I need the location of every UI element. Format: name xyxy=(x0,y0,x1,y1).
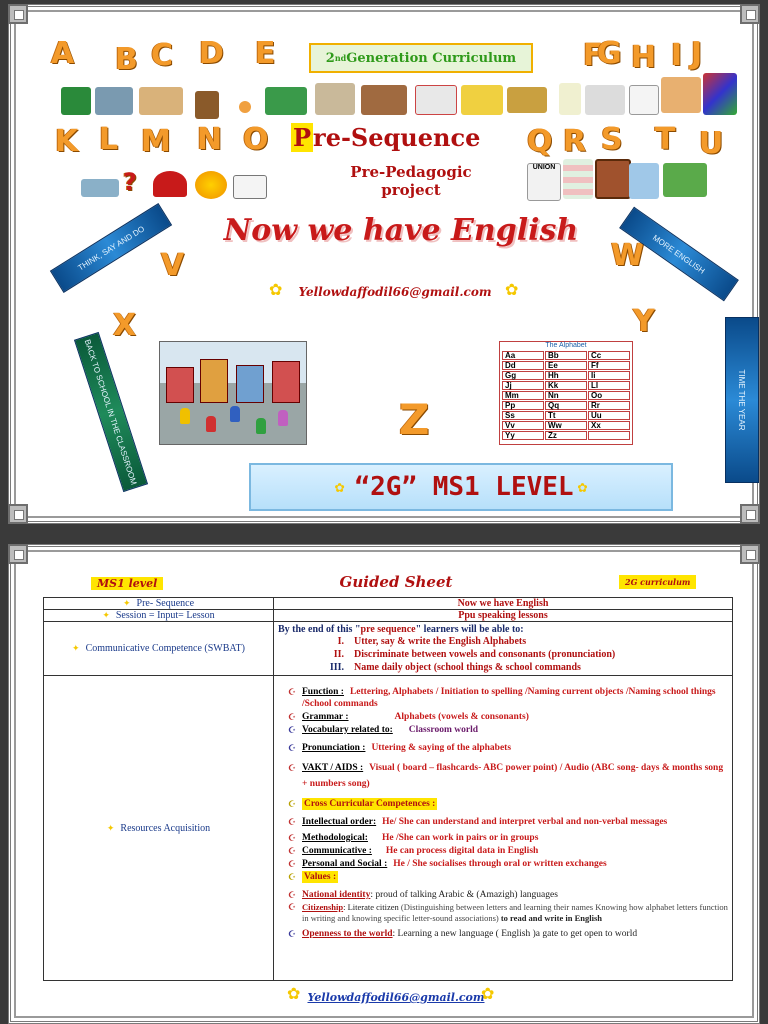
bullet-icon: ☪ xyxy=(288,725,297,735)
star-icon: ✦ xyxy=(106,822,115,833)
alphabet-cell: Hh xyxy=(545,371,587,380)
flower-icon: ✿ xyxy=(481,986,495,1003)
bullet-icon: ☪ xyxy=(288,687,297,697)
alphabet-cell: Bb xyxy=(545,351,587,360)
letter-a: A xyxy=(51,36,75,71)
letter-s: S xyxy=(601,122,623,157)
letter-m: M xyxy=(141,124,171,159)
bullet-icon: ☪ xyxy=(288,817,297,827)
landscape-image xyxy=(95,87,133,115)
alphabet-cell: Ii xyxy=(588,371,630,380)
page-title: Now we have English xyxy=(223,213,579,248)
letter-y: Y xyxy=(633,304,655,339)
chart-image xyxy=(563,159,593,199)
letter-r: R xyxy=(563,124,587,159)
list-item: ☪ Function : Lettering, Alphabets / Initiation to spelling /Naming current objects /Naming school things /School commands xyxy=(288,687,716,709)
bullet-icon: ☪ xyxy=(288,872,297,882)
letter-c: C xyxy=(151,38,174,73)
flower-icon: ✿ xyxy=(287,986,301,1003)
window-image xyxy=(629,163,659,199)
level-tag: MS1 level xyxy=(91,577,163,590)
list-item: ☪ Personal and Social : He / She socialises through oral or written exchanges xyxy=(288,859,607,869)
bullet-icon: ☪ xyxy=(288,763,297,773)
bullet-icon: ☪ xyxy=(288,743,297,753)
field-image xyxy=(663,163,707,197)
mouse-image xyxy=(585,85,625,115)
alphabet-cell: Ff xyxy=(588,361,630,370)
alphabet-cell: Mm xyxy=(502,391,544,400)
corner-ornament xyxy=(8,4,28,24)
letter-w: W xyxy=(611,238,645,273)
sheet-title: Guided Sheet xyxy=(339,573,453,591)
alphabet-cell: Xx xyxy=(588,421,630,430)
list-item: ☪ Grammar : Alphabets (vowels & consonants) xyxy=(288,712,529,722)
alphabet-cell: Vv xyxy=(502,421,544,430)
clouds-image xyxy=(81,179,119,197)
flower-icon: ✿ xyxy=(577,477,588,496)
table-row: ✦ Communicative Competence (SWBAT) By the end of this "pre sequence" learners will be able to: I. Utter, say & write the English Alphabets II. Discriminate between vowels and consonants (pronunciation) III. Name daily object (school things & school commands xyxy=(44,622,732,676)
union-sticker: UNION xyxy=(527,163,561,201)
alphabet-cell: Tt xyxy=(545,411,587,420)
bullet-icon: ☪ xyxy=(288,902,297,912)
letter-x: X xyxy=(113,308,137,343)
goat-image xyxy=(315,83,355,115)
objectives-lead: By the end of this "pre sequence" learners will be able to: xyxy=(278,624,524,635)
corner-ornament xyxy=(740,4,760,24)
list-item: ☪ Citizenship: Literate citizen (Distinguishing between letters and learning their names Knowing how alphabet letters function in writing and knowing specific letter-sound associations) to read and write in English xyxy=(288,902,728,923)
door-image xyxy=(595,159,631,199)
stationery-image xyxy=(415,85,457,115)
alphabet-cell: Ss xyxy=(502,411,544,420)
letter-t: T xyxy=(655,122,676,157)
table-row: ✦ Session = Input= Lesson Ppu speaking lessons xyxy=(44,610,732,622)
letter-i: I xyxy=(671,38,683,73)
alphabet-cell: Aa xyxy=(502,351,544,360)
alphabet-cell: Qq xyxy=(545,401,587,410)
letter-k: K xyxy=(55,124,79,159)
alphabet-cell xyxy=(588,431,630,440)
question-mark: ? xyxy=(123,168,137,196)
list-item: ☪ National identity: proud of talking Arabic & (Amazigh) languages xyxy=(288,890,558,900)
letter-f: F xyxy=(583,38,604,73)
corner-ornament xyxy=(740,504,760,524)
bullet-icon: ☪ xyxy=(288,846,297,856)
alphabet-cell: Ll xyxy=(588,381,630,390)
list-item: ☪ Pronunciation : Uttering & saying of the alphabets xyxy=(288,743,512,753)
alphabet-cell: Nn xyxy=(545,391,587,400)
bulb-image xyxy=(559,83,581,115)
level-box: ✿ “2G” MS1 LEVEL ✿ xyxy=(249,463,673,511)
bullet-icon: ☪ xyxy=(288,799,297,809)
author-email[interactable]: Yellowdaffodil66@gmail.com xyxy=(307,991,485,1004)
pens-image xyxy=(703,73,737,115)
objective-item: I. Utter, say & write the English Alphabets xyxy=(337,636,527,647)
list-item: ☪ Cross Curricular Competences : xyxy=(288,799,436,809)
banner-time-the-year: TIME THE YEAR xyxy=(725,317,759,483)
camel-image xyxy=(139,87,183,115)
alphabet-cell: Zz xyxy=(545,431,587,440)
flag-image xyxy=(61,87,91,115)
cover-page xyxy=(8,4,760,524)
key-image xyxy=(507,87,547,113)
letter-u: U xyxy=(699,126,724,161)
pre-sequence-title: Pre-Sequence xyxy=(293,123,481,152)
list-item: ☪ Communicative : He can process digital data in English xyxy=(288,846,539,856)
alphabet-cell: Oo xyxy=(588,391,630,400)
sunset-image xyxy=(661,77,701,113)
alphabet-cell: Yy xyxy=(502,431,544,440)
letter-l: L xyxy=(99,122,119,157)
list-item: ☪ Openness to the world: Learning a new language ( English )a gate to get open to world xyxy=(288,929,638,939)
desert-image xyxy=(361,85,407,115)
alphabet-cell: Kk xyxy=(545,381,587,390)
list-item: ☪ VAKT / AIDS : Visual ( board – flashcards- ABC power point) / Audio (ABC song- days & months song + numbers song) xyxy=(288,760,728,792)
bullet-icon: ☪ xyxy=(288,890,297,900)
flower-icon: ✿ xyxy=(269,282,283,299)
corner-ornament xyxy=(740,544,760,564)
guided-sheet-page xyxy=(8,544,760,1024)
list-item: ☪ Methodological: He /She can work in pairs or in groups xyxy=(288,833,539,843)
letter-o: O xyxy=(243,122,269,157)
roses-image xyxy=(153,171,187,197)
letter-g: G xyxy=(597,36,622,71)
flag-image xyxy=(265,87,307,115)
banner-more-english: MORE ENGLISH xyxy=(619,207,739,302)
letter-z: Z xyxy=(399,395,430,444)
bullet-icon: ☪ xyxy=(288,833,297,843)
list-item: ☪ Vocabulary related to: Classroom world xyxy=(288,725,479,735)
pre-pedagogic-title: Pre-Pedagogic project xyxy=(350,163,472,199)
list-item: ☪ Intellectual order: He/ She can understand and interpret verbal and non-verbal messages xyxy=(288,817,668,827)
alphabet-cell: Jj xyxy=(502,381,544,390)
alphabet-cell: Dd xyxy=(502,361,544,370)
letter-h: H xyxy=(631,40,657,75)
table-row: ✦ Resources Acquisition ☪ Function : Lettering, Alphabets / Initiation to spelling /Naming current objects /Naming school things /School commands ☪ Grammar : Alphabets (vowels & consonants) ☪ Vocabulary related to: Classroom world ☪ Pronunciation : Uttering & saying of the alphabets ☪ VAKT / AIDS : Visual ( board – flashcards- ABC power point) / Audio (ABC song- days & months song + numbers song) ☪ Cross Curricular Competences : ☪ Intellectual order: He/ She can understand and interpret verbal and non-verbal messages ☪ Methodological: He /She can work in pairs or in groups ☪ Communicative : He can process digital data in English ☪ Personal and Social : He / She socialises through oral or written exchanges ☪ Values : ☪ National identity: proud of talking Arabic & (Amazigh) languages ☪ Citizenship: Literate citizen (Distinguishing between letters and learning their names Knowing how alphabet letters function in writing and knowing specific letter-sound associations) to read and write in English ☪ Openness to the world: Learning a new language ( English )a gate to get open to world xyxy=(44,676,732,980)
list-item: ☪ Values : xyxy=(288,872,337,882)
letter-j: J xyxy=(691,36,703,71)
banner-back-to-school: BACK TO SCHOOL IN THE CLASSROOM xyxy=(74,332,148,492)
banner-think-say-do: THINK, SAY AND DO xyxy=(50,203,172,293)
blocks-image xyxy=(461,85,503,115)
author-email[interactable]: Yellowdaffodil66@gmail.com xyxy=(298,285,492,299)
corner-ornament xyxy=(8,544,28,564)
star-icon: ✦ xyxy=(102,610,110,620)
alphabet-cell: Pp xyxy=(502,401,544,410)
corner-ornament xyxy=(8,504,28,524)
alphabet-cell: Gg xyxy=(502,371,544,380)
bullet-icon: ☪ xyxy=(288,929,297,939)
flower-icon: ✿ xyxy=(505,282,519,299)
objective-item: III. Name daily object (school things & school commands xyxy=(329,662,581,673)
star-icon: ✦ xyxy=(122,598,131,608)
star-icon: ✦ xyxy=(72,643,80,653)
letter-b: B xyxy=(115,42,138,77)
alphabet-cell: Cc xyxy=(588,351,630,360)
flower-icon: ✿ xyxy=(334,477,345,496)
alphabet-cell: Ee xyxy=(545,361,587,370)
objective-item: II. Discriminate between vowels and consonants (pronunciation) xyxy=(333,649,616,660)
alphabet-cell: Rr xyxy=(588,401,630,410)
bullet-icon: ☪ xyxy=(288,859,297,869)
sun-image xyxy=(195,171,227,199)
letter-q: Q xyxy=(527,124,553,159)
curriculum-badge: 2 nd Generation Curriculum xyxy=(309,43,533,73)
alphabet-cell: Ww xyxy=(545,421,587,430)
school-street-image xyxy=(159,341,307,445)
alphabet-chart: The Alphabet Aa Bb Cc Dd Ee Ff Gg Hh Ii Jj Kk Ll Mm Nn Oo Pp Qq Rr Ss Tt Uu Vv Ww Xx Yy Zz xyxy=(499,341,633,445)
hand-image xyxy=(629,85,659,115)
teacher-image xyxy=(233,175,267,199)
curriculum-tag: 2G curriculum xyxy=(619,575,696,589)
guided-sheet-table xyxy=(43,597,733,981)
orange-image xyxy=(239,101,251,113)
letter-v: V xyxy=(161,248,185,283)
letter-d: D xyxy=(199,36,224,71)
bullet-icon: ☪ xyxy=(288,712,297,722)
letter-e: E xyxy=(255,36,276,71)
dates-image xyxy=(195,91,219,119)
alphabet-cell: Uu xyxy=(588,411,630,420)
table-row: ✦ Pre- Sequence Now we have English xyxy=(44,598,732,610)
letter-n: N xyxy=(197,122,223,157)
